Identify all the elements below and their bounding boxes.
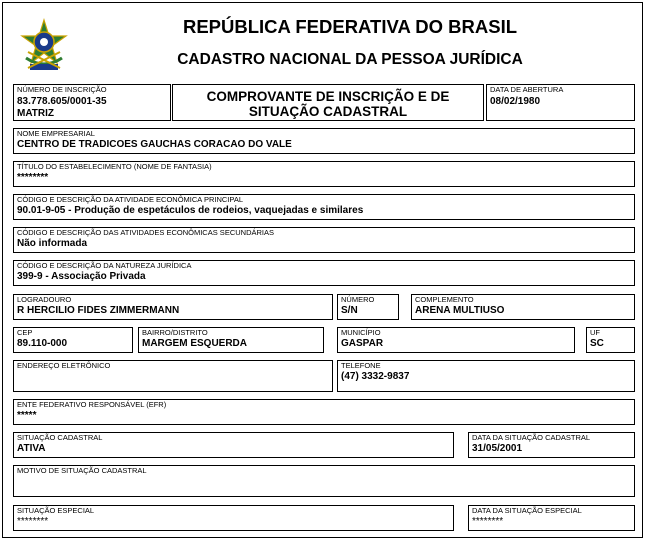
abertura-label: DATA DE ABERTURA bbox=[490, 85, 564, 94]
data-situacao-especial-label: DATA DA SITUAÇÃO ESPECIAL bbox=[472, 506, 582, 515]
complemento-label: COMPLEMENTO bbox=[415, 295, 474, 304]
abertura-box bbox=[486, 84, 635, 121]
telefone-label: TELEFONE bbox=[341, 361, 381, 370]
titulo-value: ******** bbox=[17, 172, 49, 183]
data-situacao-box bbox=[468, 432, 635, 458]
atividades-secundarias-value: Não informada bbox=[17, 238, 88, 249]
situacao-box bbox=[13, 432, 454, 458]
efr-box bbox=[13, 399, 635, 425]
cep-box bbox=[13, 327, 133, 353]
efr-label: ENTE FEDERATIVO RESPONSÁVEL (EFR) bbox=[17, 400, 167, 409]
bairro-value: MARGEM ESQUERDA bbox=[142, 338, 248, 349]
atividade-principal-label: CÓDIGO E DESCRIÇÃO DA ATIVIDADE ECONÔMICA PRINCIPAL bbox=[17, 195, 244, 204]
municipio-value: GASPAR bbox=[341, 338, 384, 349]
efr-value: ***** bbox=[17, 410, 37, 421]
header-subtitle: CADASTRO NACIONAL DA PESSOA JURÍDICA bbox=[177, 51, 523, 68]
header-title: REPÚBLICA FEDERATIVA DO BRASIL bbox=[182, 16, 518, 37]
complemento-value: ARENA MULTIUSO bbox=[415, 305, 505, 316]
comprovante-title bbox=[173, 89, 483, 119]
telefone-box bbox=[337, 360, 635, 392]
abertura-value: 08/02/1980 bbox=[490, 96, 541, 107]
comprovante-line2: SITUAÇÃO CADASTRAL bbox=[248, 104, 408, 119]
telefone-value: (47) 3332-9837 bbox=[341, 371, 410, 382]
uf-value: SC bbox=[590, 338, 604, 349]
situacao-especial-box bbox=[13, 505, 454, 531]
complemento-box bbox=[411, 294, 635, 320]
cep-value: 89.110-000 bbox=[17, 338, 68, 349]
municipio-box bbox=[337, 327, 575, 353]
nome-empresarial-value: CENTRO DE TRADICOES GAUCHAS CORACAO DO VALE bbox=[17, 139, 292, 150]
brazil-coat-of-arms-icon bbox=[18, 18, 70, 74]
situacao-label: SITUAÇÃO CADASTRAL bbox=[17, 433, 103, 442]
atividades-secundarias-box bbox=[13, 227, 635, 253]
data-situacao-especial-value: ******** bbox=[472, 516, 504, 527]
motivo-box bbox=[13, 465, 635, 497]
atividade-principal-box bbox=[13, 194, 635, 220]
natureza-juridica-value: 399-9 - Associação Privada bbox=[17, 271, 146, 282]
inscricao-box bbox=[13, 84, 171, 121]
situacao-value: ATIVA bbox=[17, 443, 46, 454]
situacao-especial-label: SITUAÇÃO ESPECIAL bbox=[17, 506, 95, 515]
municipio-label: MUNICÍPIO bbox=[341, 328, 381, 337]
inscricao-label: NÚMERO DE INSCRIÇÃO bbox=[17, 85, 107, 94]
logradouro-value: R HERCILIO FIDES ZIMMERMANN bbox=[17, 305, 180, 316]
motivo-label: MOTIVO DE SITUAÇÃO CADASTRAL bbox=[17, 466, 147, 475]
data-situacao-especial-box bbox=[468, 505, 635, 531]
email-box bbox=[13, 360, 333, 392]
uf-label: UF bbox=[590, 328, 600, 337]
numero-value: S/N bbox=[341, 305, 358, 316]
inscricao-value: 83.778.605/0001-35 bbox=[17, 96, 107, 107]
situacao-especial-value: ******** bbox=[17, 516, 49, 527]
comprovante-line1: COMPROVANTE DE INSCRIÇÃO E DE bbox=[206, 89, 450, 104]
uf-box bbox=[586, 327, 635, 353]
titulo-box bbox=[13, 161, 635, 187]
numero-label: NÚMERO bbox=[341, 295, 375, 304]
natureza-juridica-box bbox=[13, 260, 635, 286]
numero-box bbox=[337, 294, 399, 320]
atividades-secundarias-label: CÓDIGO E DESCRIÇÃO DAS ATIVIDADES ECONÔMICAS SECUNDÁRIAS bbox=[17, 228, 274, 237]
email-label: ENDEREÇO ELETRÔNICO bbox=[17, 361, 111, 370]
nome-empresarial-box bbox=[13, 128, 635, 154]
bairro-label: BAIRRO/DISTRITO bbox=[142, 328, 208, 337]
comprovante-box bbox=[172, 84, 484, 121]
data-situacao-value: 31/05/2001 bbox=[472, 443, 523, 454]
logradouro-box bbox=[13, 294, 333, 320]
inscricao-tipo: MATRIZ bbox=[17, 108, 55, 119]
atividade-principal-value: 90.01-9-05 - Produção de espetáculos de rodeios, vaquejadas e similares bbox=[17, 205, 364, 216]
cep-label: CEP bbox=[17, 328, 33, 337]
data-situacao-label: DATA DA SITUAÇÃO CADASTRAL bbox=[472, 433, 591, 442]
natureza-juridica-label: CÓDIGO E DESCRIÇÃO DA NATUREZA JURÍDICA bbox=[17, 261, 192, 270]
nome-empresarial-label: NOME EMPRESARIAL bbox=[17, 129, 95, 138]
titulo-label: TÍTULO DO ESTABELECIMENTO (NOME DE FANTASIA) bbox=[17, 162, 212, 171]
bairro-box bbox=[138, 327, 324, 353]
logradouro-label: LOGRADOURO bbox=[17, 295, 72, 304]
